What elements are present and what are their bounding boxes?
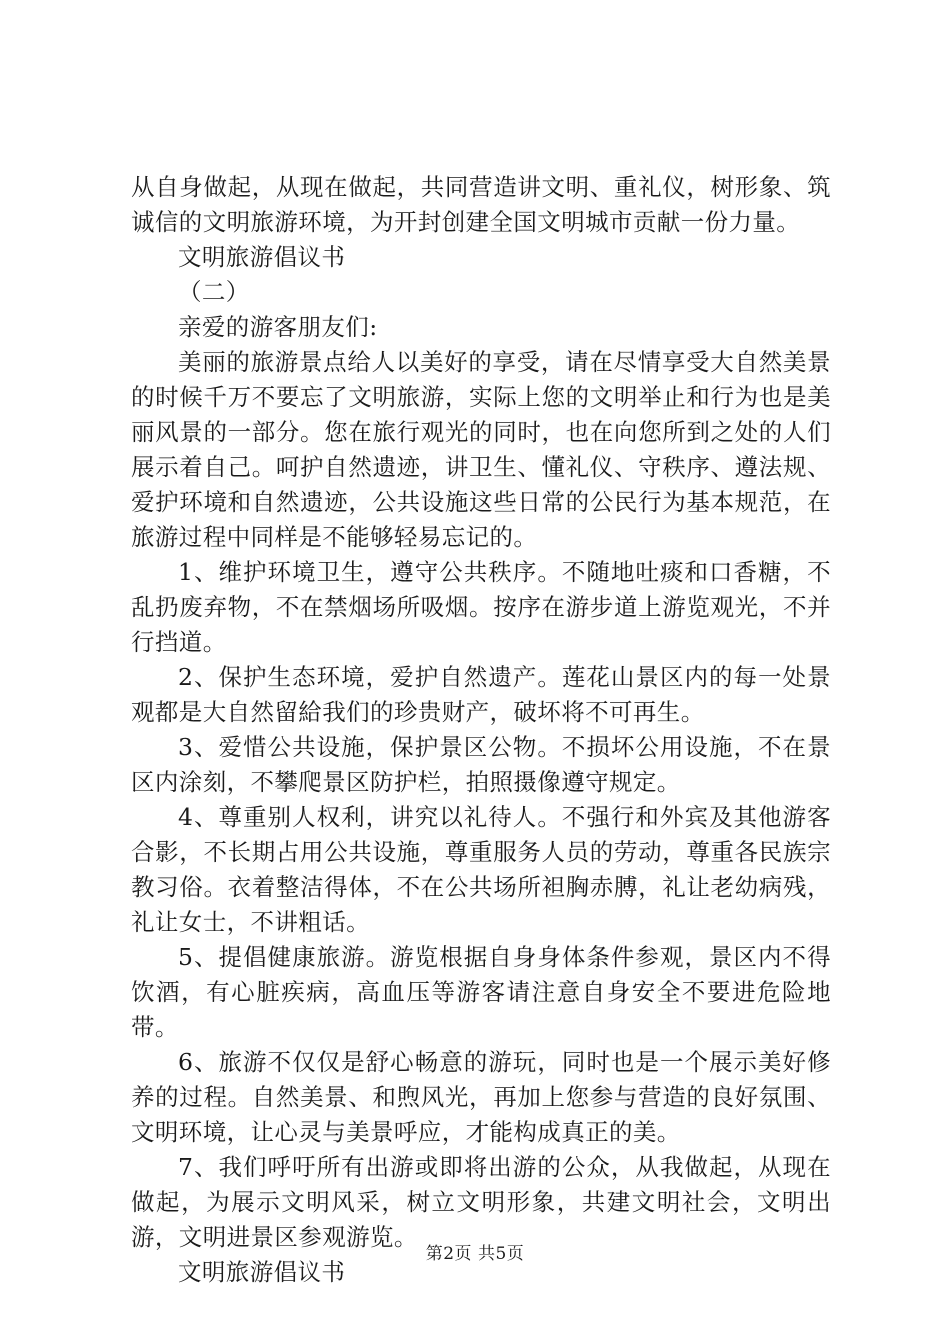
intro-paragraph: 美丽的旅游景点给人以美好的享受，请在尽情享受大自然美景的时候千万不要忘了文明旅游，实际上您的文明举止和行为也是美丽风景的一部分。您在旅行观光的同时，也在向您所到之处的人们展示着自己。呵护自然遗迹，讲卫生、懂礼仪、守秩序、遵法规、爱护环境和自然遗迹，公共设施这些日常的公民行为基本规范，在旅游过程中同样是不能够轻易忘记的。 (131, 348, 831, 551)
section-title: 文明旅游倡议书 (178, 243, 346, 271)
item-6: 6、旅游不仅仅是舒心畅意的游玩，同时也是一个展示美好修养的过程。自然美景、和煦风光，再加上您参与营造的良好氛围、文明环境，让心灵与美景呼应，才能构成真正的美。 (131, 1048, 831, 1146)
item-5: 5、提倡健康旅游。游览根据自身身体条件参观，景区内不得饮酒，有心脏疾病，高血压等游客请注意自身安全不要进危险地带。 (131, 943, 831, 1041)
item-4: 4、尊重别人权利，讲究以礼待人。不强行和外宾及其他游客合影，不长期占用公共设施，尊重服务人员的劳动，尊重各民族宗教习俗。衣着整洁得体，不在公共场所袒胸赤膊，礼让老幼病残，礼让女士，不讲粗话。 (131, 803, 831, 936)
page-number-footer: 第2页 共5页 (425, 1244, 525, 1264)
salutation: 亲爱的游客朋友们: (178, 313, 378, 341)
item-3: 3、爱惜公共设施，保护景区公物。不损坏公用设施，不在景区内涂刻，不攀爬景区防护栏，拍照摄像遵守规定。 (131, 733, 831, 796)
item-7: 7、我们呼吁所有出游或即将出游的公众，从我做起，从现在做起，为展示文明风采，树立文明形象，共建文明社会，文明出游，文明进景区参观游览。 (131, 1153, 831, 1251)
document-body (131, 170, 831, 1290)
section-number: （二） (178, 278, 250, 306)
paragraph-continuation: 从自身做起，从现在做起，共同营造讲文明、重礼仪，树形象、筑诚信的文明旅游环境，为开封创建全国文明城市贡献一份力量。 (131, 173, 831, 236)
item-1: 1、维护环境卫生，遵守公共秩序。不随地吐痰和口香糖，不乱扔废弃物，不在禁烟场所吸烟。按序在游步道上游览观光，不并行挡道。 (131, 558, 831, 656)
section-title-next: 文明旅游倡议书 (178, 1258, 346, 1286)
item-2: 2、保护生态环境，爱护自然遗产。莲花山景区内的每一处景观都是大自然留給我们的珍贵财产，破坏将不可再生。 (131, 663, 831, 726)
